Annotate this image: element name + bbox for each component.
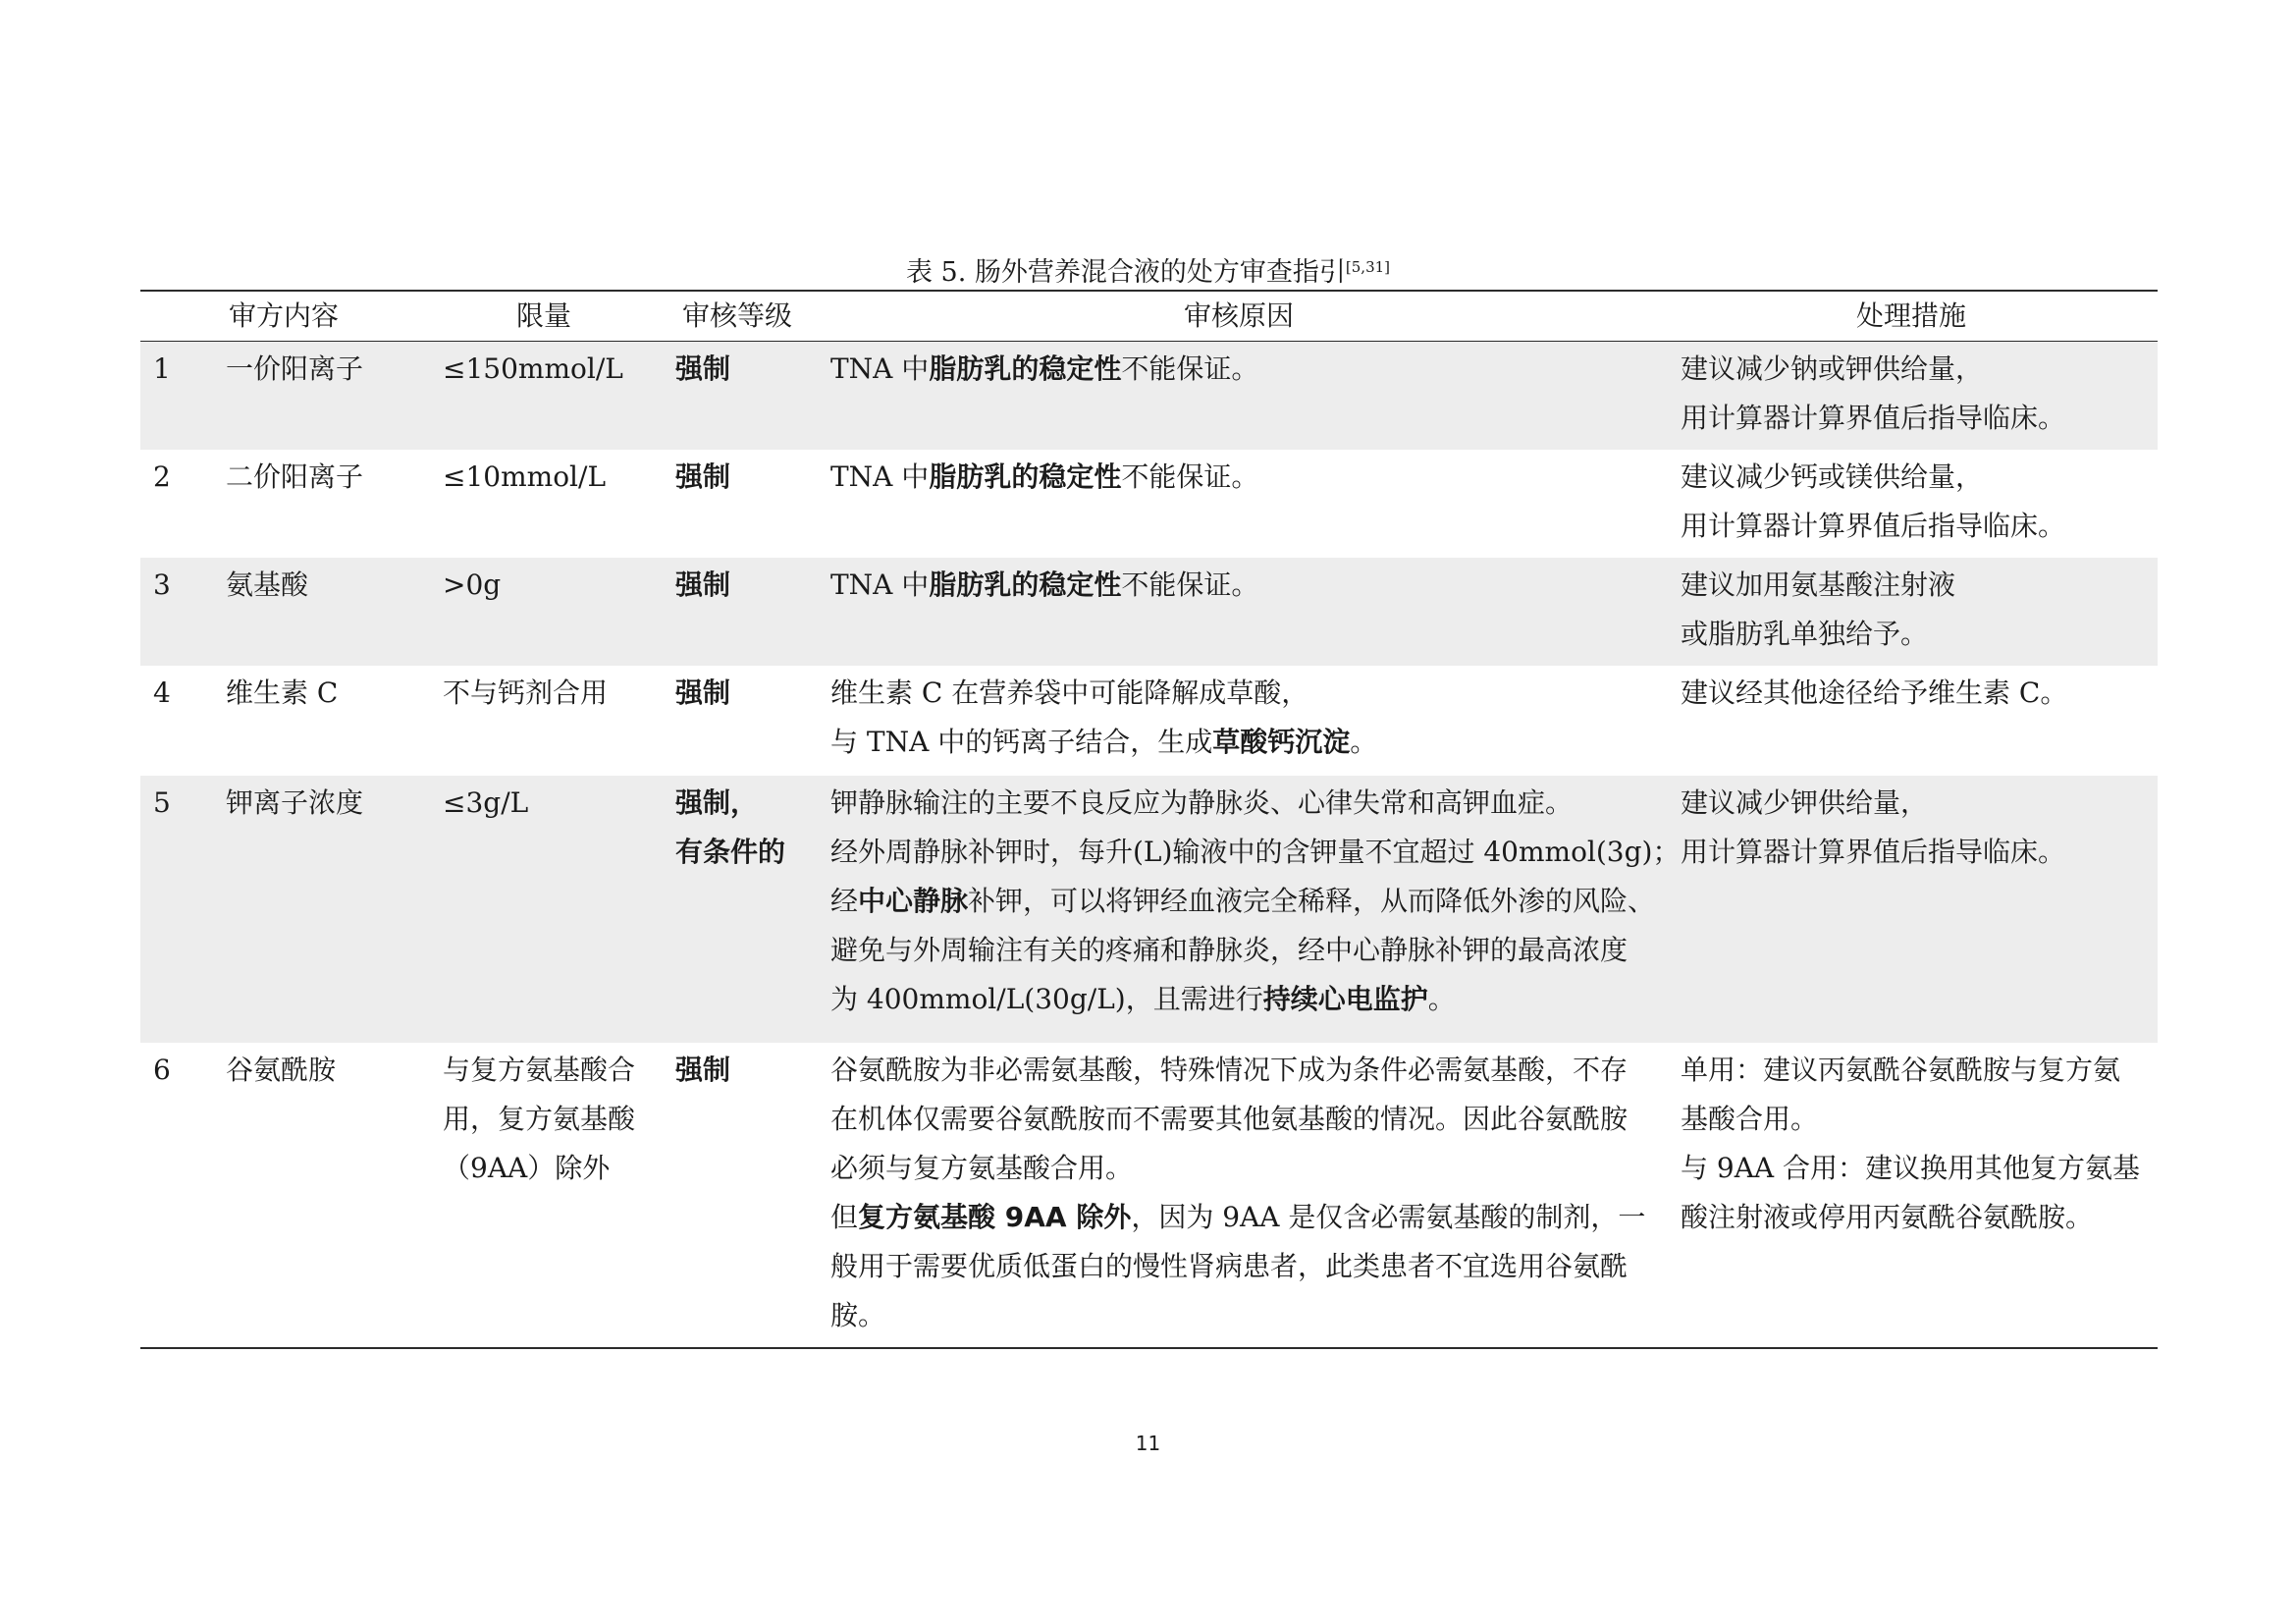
- emphasis-text: 持续心电监护: [1262, 983, 1428, 1015]
- limit-line: 不与钙剂合用: [443, 677, 609, 709]
- review-item-cell: [226, 669, 338, 718]
- prescription-review-table: [140, 290, 2158, 1349]
- review-reason-line: [830, 345, 1258, 394]
- review-reason-line: [830, 1046, 1645, 1095]
- emphasis-text: 复方氨基酸 9AA 除外: [858, 1201, 1132, 1233]
- review-reason-cell: [830, 345, 1258, 394]
- action-cell: [1681, 669, 2067, 718]
- reason-text: 在机体仅需要谷氨酰胺而不需要其他氨基酸的情况。因此谷氨酰胺: [830, 1103, 1629, 1135]
- row-number: 5: [153, 786, 171, 819]
- reason-text: TNA 中: [830, 568, 930, 601]
- header-review-level: 审核等级: [682, 299, 793, 332]
- action-line: 建议加用氨基酸注射液: [1681, 568, 1956, 601]
- review-level-line: 强制: [675, 1054, 731, 1086]
- review-reason-line: [830, 669, 1377, 718]
- row-number: 3: [153, 568, 171, 601]
- limit-line: >0g: [443, 568, 502, 601]
- review-reason-cell: [830, 779, 1680, 1024]
- action-cell: [1681, 1046, 2140, 1242]
- reason-text: 不能保证。: [1121, 568, 1259, 601]
- review-item-line: 谷氨酰胺: [226, 1054, 337, 1086]
- review-reason-line: [830, 926, 1680, 975]
- row-number: 6: [153, 1054, 171, 1086]
- limit-cell: [443, 453, 606, 502]
- action-line: 用计算器计算界值后指导临床。: [1681, 510, 2066, 542]
- header-action: 处理措施: [1856, 299, 1967, 332]
- review-reason-line: [830, 718, 1377, 767]
- limit-line: ≤150mmol/L: [443, 352, 623, 385]
- table-row: [140, 342, 2158, 450]
- review-level-cell: [675, 669, 730, 718]
- review-item-cell: [226, 561, 308, 610]
- action-line: 酸注射液或停用丙氨酰谷氨酰胺。: [1681, 1201, 2094, 1233]
- review-reason-line: [830, 1291, 1645, 1340]
- action-line: 或脂肪乳单独给予。: [1681, 618, 1929, 650]
- limit-cell: [443, 669, 608, 718]
- table-caption: [0, 247, 2296, 293]
- emphasis-text: 草酸钙沉淀: [1212, 726, 1351, 758]
- action-line: 与 9AA 合用：建议换用其他复方氨基: [1681, 1152, 2141, 1184]
- emphasis-text: 脂肪乳的稳定性: [929, 568, 1122, 601]
- review-item-line: 氨基酸: [226, 568, 309, 601]
- review-reason-cell: [830, 561, 1258, 610]
- page-number: 11: [1135, 1432, 1161, 1455]
- limit-line: 用，复方氨基酸: [443, 1103, 636, 1135]
- review-reason-cell: [830, 453, 1258, 502]
- review-reason-line: [830, 975, 1680, 1024]
- review-reason-line: [830, 877, 1680, 926]
- caption-text: 表 5. 肠外营养混合液的处方审查指引: [905, 257, 1346, 288]
- review-item-cell: [226, 453, 363, 502]
- reason-text: 不能保证。: [1121, 352, 1259, 385]
- table-body: [140, 342, 2158, 1347]
- reason-text: 维生素 C 在营养袋中可能降解成草酸，: [830, 677, 1309, 709]
- reason-text: TNA 中: [830, 460, 930, 493]
- reason-text: 经: [830, 885, 859, 917]
- review-reason-line: [830, 828, 1680, 877]
- row-number: 2: [153, 460, 171, 493]
- reason-text: 谷氨酰胺为非必需氨基酸，特殊情况下成为条件必需氨基酸，不存: [830, 1054, 1629, 1086]
- header-review-reason: 审核原因: [1184, 299, 1295, 332]
- review-reason-line: [830, 1242, 1645, 1291]
- limit-line: ≤10mmol/L: [443, 460, 607, 493]
- action-line: 单用：建议丙氨酰谷氨酰胺与复方氨: [1681, 1054, 2121, 1086]
- emphasis-text: 脂肪乳的稳定性: [929, 460, 1122, 493]
- action-cell: [1681, 345, 2065, 443]
- limit-cell: [443, 1046, 635, 1193]
- review-reason-cell: [830, 1046, 1645, 1340]
- reason-text: 与 TNA 中的钙离子结合，生成: [830, 726, 1213, 758]
- review-level-cell: [675, 1046, 730, 1095]
- review-level-cell: [675, 453, 730, 502]
- action-line: 用计算器计算界值后指导临床。: [1681, 836, 2066, 868]
- table-row: [140, 1043, 2158, 1347]
- reason-text: 。: [1427, 983, 1456, 1015]
- header-review-item: 审方内容: [229, 299, 340, 332]
- review-item-line: 一价阳离子: [226, 352, 364, 385]
- review-level-line: 强制，: [675, 786, 759, 819]
- review-level-line: 强制: [675, 677, 731, 709]
- action-line: 建议减少钙或镁供给量，: [1681, 460, 1984, 493]
- action-line: 建议经其他途径给予维生素 C。: [1681, 677, 2068, 709]
- table-row: [140, 558, 2158, 666]
- review-level-line: 强制: [675, 568, 731, 601]
- review-item-line: 维生素 C: [226, 677, 339, 709]
- reason-text: 。: [1350, 726, 1378, 758]
- review-item-cell: [226, 779, 363, 828]
- action-line: 建议减少钠或钾供给量，: [1681, 352, 1984, 385]
- reason-text: 补钾，可以将钾经血液完全稀释，从而降低外渗的风险、: [968, 885, 1656, 917]
- review-level-line: 有条件的: [675, 836, 786, 868]
- review-level-cell: [675, 779, 785, 877]
- reason-text: 经外周静脉补钾时，每升(L)输液中的含钾量不宜超过 40mmol(3g)；: [830, 836, 1681, 868]
- header-limit: 限量: [516, 299, 572, 332]
- action-cell: [1681, 453, 2065, 551]
- row-number: 4: [153, 677, 171, 709]
- limit-cell: [443, 345, 623, 394]
- action-line: 建议减少钾供给量，: [1681, 786, 1929, 819]
- emphasis-text: 中心静脉: [858, 885, 969, 917]
- table-row: [140, 666, 2158, 776]
- emphasis-text: 脂肪乳的稳定性: [929, 352, 1122, 385]
- table-row: [140, 776, 2158, 1043]
- reason-text: 不能保证。: [1121, 460, 1259, 493]
- reason-text: 胺。: [830, 1299, 886, 1331]
- table-row: [140, 450, 2158, 558]
- reason-text: 必须与复方氨基酸合用。: [830, 1152, 1134, 1184]
- review-item-cell: [226, 1046, 336, 1095]
- review-reason-line: [830, 1193, 1645, 1242]
- limit-cell: [443, 561, 501, 610]
- action-cell: [1681, 561, 1955, 659]
- action-cell: [1681, 779, 2065, 877]
- reason-text: TNA 中: [830, 352, 930, 385]
- limit-line: ≤3g/L: [443, 786, 529, 819]
- review-reason-line: [830, 779, 1680, 828]
- action-line: 用计算器计算界值后指导临床。: [1681, 402, 2066, 434]
- reason-text: 但: [830, 1201, 859, 1233]
- review-level-line: 强制: [675, 460, 731, 493]
- review-reason-line: [830, 453, 1258, 502]
- table-header: [140, 292, 2158, 342]
- review-reason-cell: [830, 669, 1377, 767]
- limit-line: 与复方氨基酸合: [443, 1054, 636, 1086]
- reason-text: 为 400mmol/L(30g/L)，且需进行: [830, 983, 1263, 1015]
- reason-text: 避免与外周输注有关的疼痛和静脉炎，经中心静脉补钾的最高浓度: [830, 934, 1629, 966]
- review-item-line: 二价阳离子: [226, 460, 364, 493]
- reason-text: ，因为 9AA 是仅含必需氨基酸的制剂，一: [1131, 1201, 1646, 1233]
- action-line: 基酸合用。: [1681, 1103, 1819, 1135]
- review-reason-line: [830, 561, 1258, 610]
- review-level-cell: [675, 345, 730, 394]
- review-item-line: 钾离子浓度: [226, 786, 364, 819]
- review-level-line: 强制: [675, 352, 731, 385]
- review-level-cell: [675, 561, 730, 610]
- review-reason-line: [830, 1144, 1645, 1193]
- review-reason-line: [830, 1095, 1645, 1144]
- limit-line: （9AA）除外: [443, 1152, 611, 1184]
- reason-text: 般用于需要优质低蛋白的慢性肾病患者，此类患者不宜选用谷氨酰: [830, 1250, 1629, 1282]
- reason-text: 钾静脉输注的主要不良反应为静脉炎、心律失常和高钾血症。: [830, 786, 1574, 819]
- row-number: 1: [153, 352, 171, 385]
- caption-reference: [5,31]: [1345, 258, 1391, 276]
- limit-cell: [443, 779, 528, 828]
- review-item-cell: [226, 345, 363, 394]
